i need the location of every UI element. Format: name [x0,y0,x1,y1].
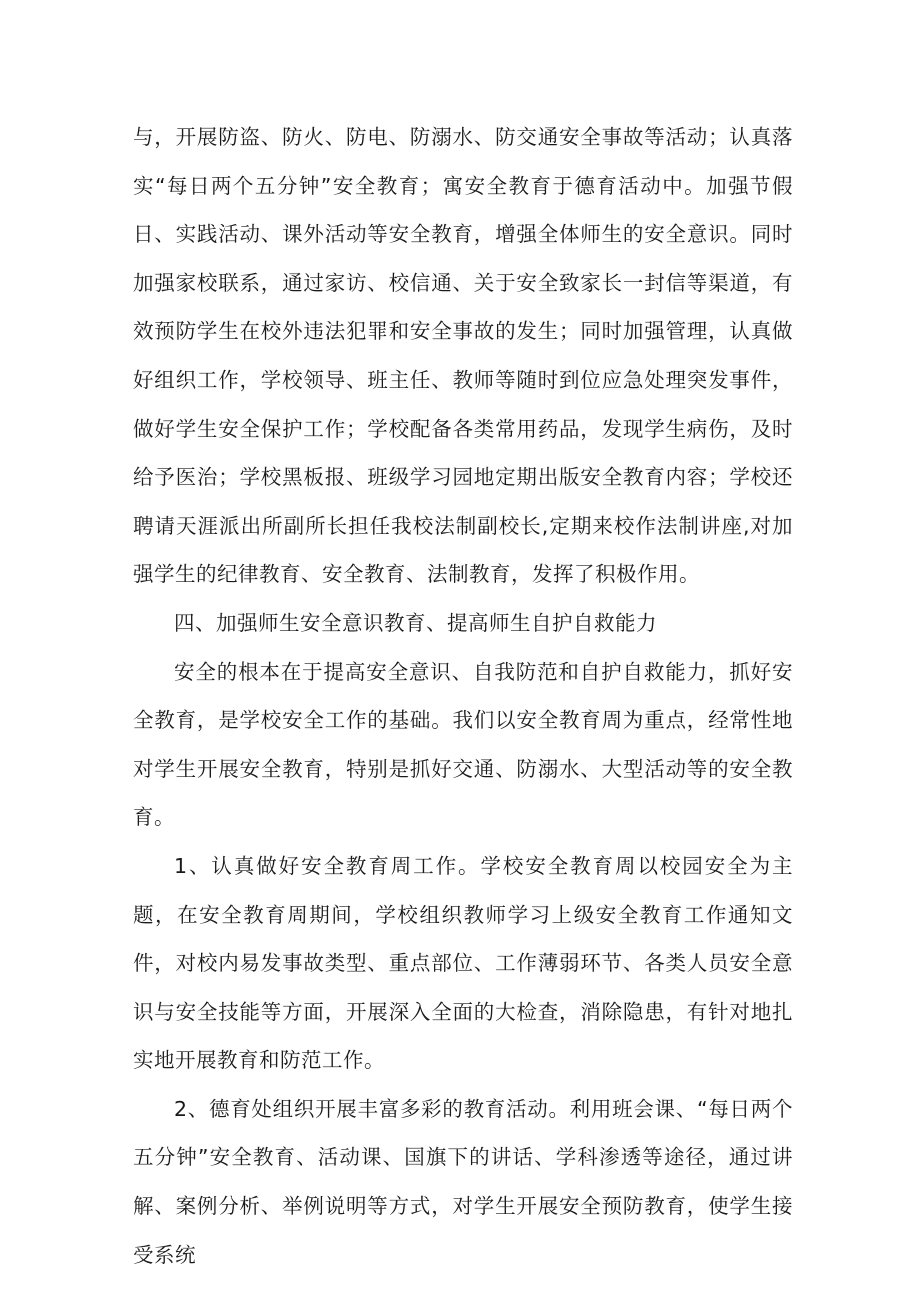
paragraph-item-1: 1、认真做好安全教育周工作。学校安全教育周以校园安全为主题，在安全教育周期间，学校组织教师学习上级安全教育工作通知文件，对校内易发事故类型、重点部位、工作薄弱环节、各类人员安全意识与安全技能等方面，开展深入全面的大检查，消除隐患，有针对地扎实地开展教育和防范工作。 [133,853,793,1073]
paragraph-safety-activities: 与，开展防盗、防火、防电、防溺水、防交通安全事故等活动；认真落实“每日两个五分钟”安全教育；寓安全教育于德育活动中。加强节假日、实践活动、课外活动等安全教育，增强全体师生的安全意识。同时加强家校联系，通过家访、校信通、关于安全致家长一封信等渠道，有效预防学生在校外违法犯罪和安全事故的发生；同时加强管理，认真做好组织工作，学校领导、班主任、教师等随时到位应急处理突发事件，做好学生安全保护工作；学校配备各类常用药品，发现学生病伤，及时给予医治；学校黑板报、班级学习园地定期出版安全教育内容；学校还聘请天涯派出所副所长担任我校法制副校长,定期来校作法制讲座,对加强学生的纪律教育、安全教育、法制教育，发挥了积极作用。 [133,125,793,587]
paragraph-safety-awareness: 安全的根本在于提高安全意识、自我防范和自护自救能力，抓好安全教育，是学校安全工作的基础。我们以安全教育周为重点，经常性地对学生开展安全教育，特别是抓好交通、防溺水、大型活动等的安全教育。 [133,659,793,830]
section-heading-4: 四、加强师生安全意识教育、提高师生自护自救能力 [174,610,657,635]
document-body [133,113,793,1279]
paragraph-item-2: 2、德育处组织开展丰富多彩的教育活动。利用班会课、“每日两个五分钟”安全教育、活动课、国旗下的讲话、学科渗透等途径，通过讲解、案例分析、举例说明等方式，对学生开展安全预防教育，使学生接受系统 [133,1096,793,1267]
